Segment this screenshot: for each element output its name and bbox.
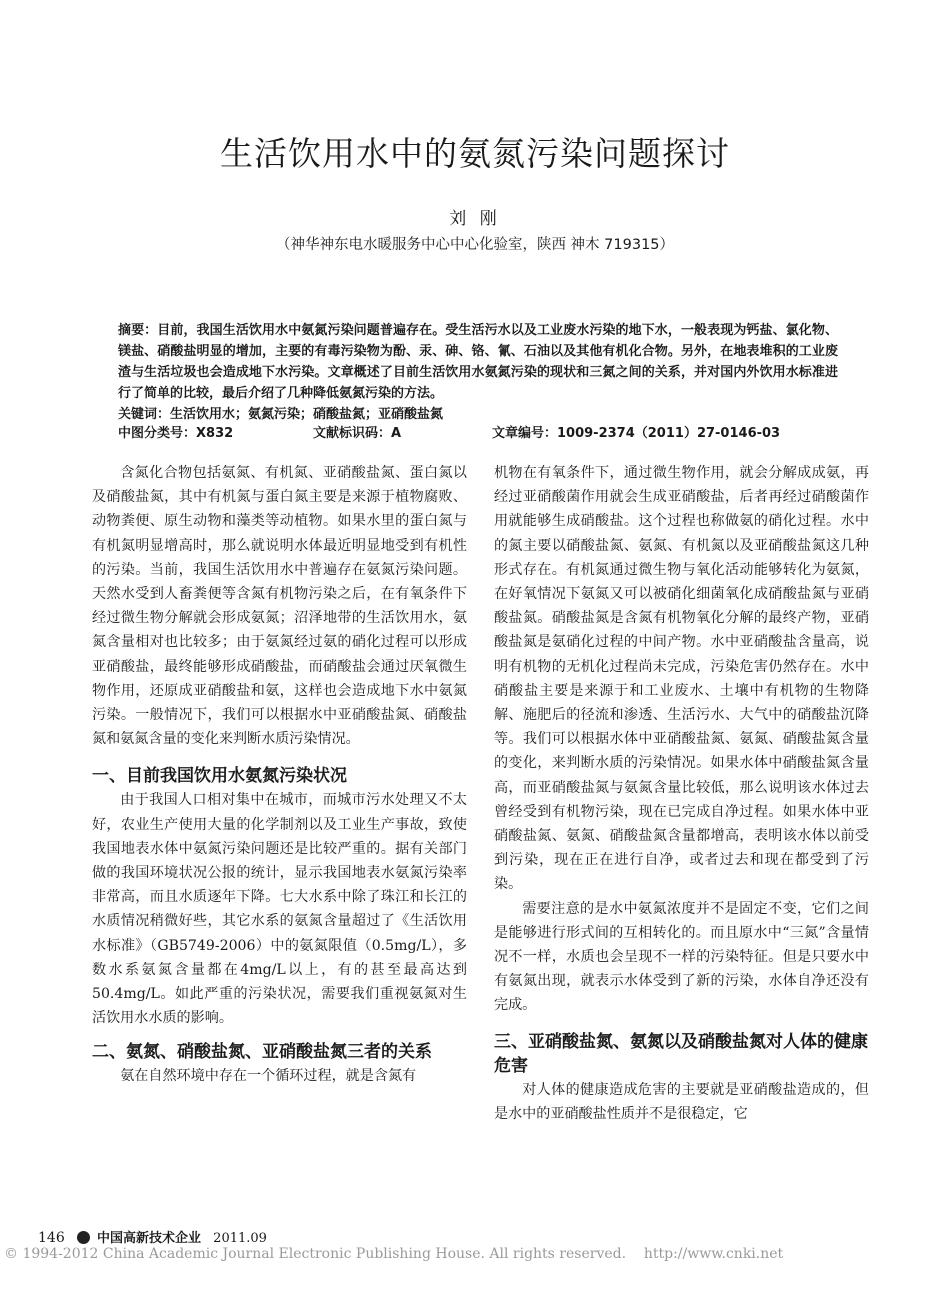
- section-1-heading: 一、目前我国饮用水氨氮污染状况: [92, 766, 347, 787]
- keywords: 关键词：生活饮用水；氨氮污染；硝酸盐氮；亚硝酸盐氮: [118, 407, 444, 422]
- document-code: 文献标识码：A: [313, 426, 402, 441]
- journal-name: 中国高新技术企业: [97, 1231, 202, 1246]
- copyright-notice: © 1994-2012 China Academic Journal Electronic Publishing House. All rights reserved. http://www.cnki.net: [4, 1246, 784, 1262]
- author-affiliation: （神华神东电水暖服务中心中心化验室，陕西 神木 719315）: [275, 237, 675, 253]
- left-column: [92, 461, 467, 1089]
- abstract-text: 摘要：目前，我国生活饮用水中氨氮污染问题普遍存在。受生活污水以及工业废水污染的地下水，一般表现为钙盐、氯化物、镁盐、硝酸盐明显的增加，主要的有毒污染物为酚、汞、砷、铬、氰、石油以及其他有机化合物。另外，在地表堆积的工业废渣与生活垃圾也会造成地下水污染。文章概述了目前生活饮用水氨氮污染的现状和三氮之间的关系，并对国内外饮用水标准进行了简单的比较，最后介绍了几种降低氨氮污染的方法。: [118, 323, 838, 401]
- article-number: 文章编号：1009-2374（2011）27-0146-03: [492, 426, 781, 441]
- author-name: 刘 刚: [449, 209, 501, 229]
- section-2-paragraph-2: 需要注意的是水中氨氮浓度并不是固定不变，它们之间是能够进行形式间的互相转化的。而且原水中“三氮”含量情况不一样，水质也会呈现不一样的污染特征。但是只要水中有氨氮出现，就表示水体受到了新的污染，水体自净还没有完成。: [494, 900, 869, 1014]
- abstract-block: [118, 320, 838, 425]
- journal-logo-icon: [77, 1231, 90, 1244]
- intro-paragraph: 含氮化合物包括氨氮、有机氮、亚硝酸盐氮、蛋白氮以及硝酸盐氮，其中有机氮与蛋白氮主要是来源于植物腐败、动物粪便、原生动物和藻类等动植物。如果水里的蛋白氮与有机氮明显增高时，那么就说明水体最近明显地受到有机性的污染。当前，我国生活饮用水中普遍存在氨氮污染问题。天然水受到人畜粪便等含氮有机物污染之后，在有氧条件下经过微生物分解就会形成氨氮；沼泽地带的生活饮用水，氨氮含量相对也比较多；由于氨氮经过氨的硝化过程可以形成亚硝酸盐，最终能够形成硝酸盐，而硝酸盐会通过厌氧微生物作用，还原成亚硝酸盐和氨，这样也会造成地下水中氨氮污染。一般情况下，我们可以根据水中亚硝酸盐氮、硝酸盐氮和氨氮含量的变化来判断水质污染情况。: [92, 465, 467, 748]
- page-number: 146: [38, 1230, 65, 1246]
- right-column: [494, 461, 869, 1126]
- classification-number: 中图分类号：X832: [118, 426, 234, 441]
- issue-date: 2011.09: [213, 1231, 267, 1246]
- page-footer: [38, 1227, 267, 1246]
- section-2-paragraph-continued: 机物在有氧条件下，通过微生物作用，就会分解成成氨，再经过亚硝酸菌作用就会生成亚硝酸盐，后者再经过硝酸菌作用就能够生成硝酸盐。这个过程也称做氨的硝化过程。水中的氮主要以硝酸盐氮、氨氮、有机氮以及亚硝酸盐氮这几种形式存在。有机氮通过微生物与氧化活动能够转化为氨氮，在好氧情况下氨氮又可以被硝化细菌氧化成硝酸盐氮与亚硝酸盐氮。硝酸盐氮是含氮有机物氧化分解的最终产物，亚硝酸盐氮是氨硝化过程的中间产物。水中亚硝酸盐含量高，说明有机物的无机化过程尚未完成，污染危害仍然存在。水中硝酸盐主要是来源于和工业废水、土壤中有机物的生物降解、施肥后的径流和渗透、生活污水、大气中的硝酸盐沉降等。我们可以根据水体中亚硝酸盐氮、氨氮、硝酸盐氮含量的变化，来判断水质的污染情况。如果水体中硝酸盐氮含量高，而亚硝酸盐氮与氨氮含量比较低，那么说明该水体过去曾经受到有机物污染，现在已完成自净过程。如果水体中亚硝酸盐氮、氨氮、硝酸盐氮含量都增高，表明该水体以前受到污染，现在正在进行自净，或者过去和现在都受到了污染。: [494, 465, 869, 893]
- section-3-heading: 三、亚硝酸盐氮、氨氮以及硝酸盐氮对人体的健康危害: [494, 1031, 868, 1076]
- section-2-heading: 二、氨氮、硝酸盐氮、亚硝酸盐氮三者的关系: [92, 1042, 432, 1063]
- section-1-paragraph: 由于我国人口相对集中在城市，而城市污水处理又不太好，农业生产使用大量的化学制剂以及工业生产事故，致使我国地表水体中氨氮污染问题还是比较严重的。据有关部门做的我国环境状况公报的统计，显示我国地表水氨氮污染率非常高，而且水质逐年下降。七大水系中除了珠江和长江的水质情况稍微好些，其它水系的氨氮含量超过了《生活饮用水标准》（GB5749-2006）中的氨氮限值（0.5mg/L），多数水系氨氮含量都在4mg/L以上，有的甚至最高达到50.4mg/L。如此严重的污染状况，需要我们重视氨氮对生活饮用水水质的影响。: [92, 792, 467, 1027]
- section-3-paragraph: 对人体的健康造成危害的主要就是亚硝酸盐造成的，但是水中的亚硝酸盐性质并不是很稳定，它: [494, 1081, 869, 1122]
- section-2-paragraph-start: 氨在自然环境中存在一个循环过程，就是含氮有: [120, 1068, 417, 1085]
- article-title: 生活饮用水中的氨氮污染问题探讨: [220, 134, 730, 173]
